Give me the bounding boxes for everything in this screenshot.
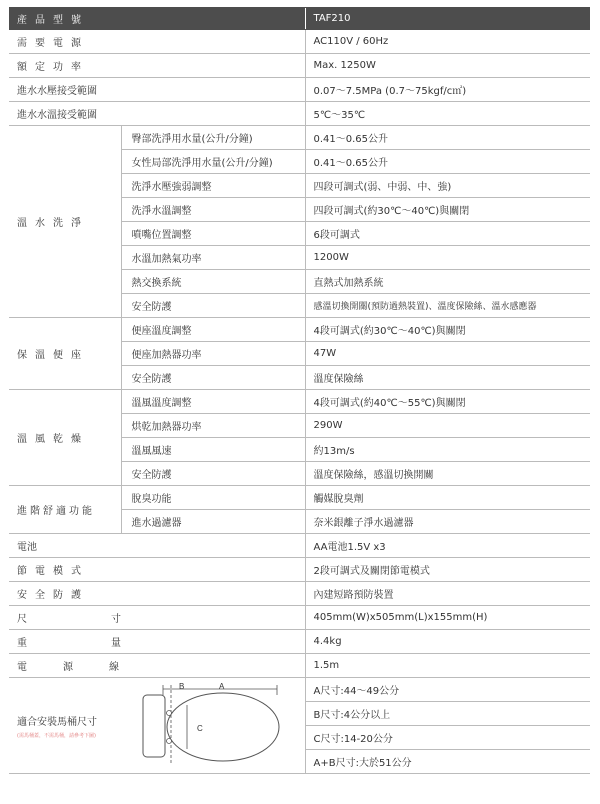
bolt-hole-bottom xyxy=(167,738,172,743)
spec-value: 4.4kg xyxy=(305,630,590,654)
spec-row xyxy=(9,486,590,510)
spec-value: 約13m/s xyxy=(305,438,590,462)
fit-value: A+B尺寸:大於51公分 xyxy=(305,750,590,774)
spec-value: 0.41～0.65公升 xyxy=(305,150,590,174)
spec-value: 0.41～0.65公升 xyxy=(305,126,590,150)
spec-value: 5℃～35℃ xyxy=(305,102,590,126)
fit-note: (需馬桶蓋，不需馬桶，請參考下圖) xyxy=(17,732,96,739)
spec-value: 內建短路預防裝置 xyxy=(305,582,590,606)
spec-value: 直熱式加熱系統 xyxy=(305,270,590,294)
spec-value: 四段可調式(約30℃～40℃)與關閉 xyxy=(305,198,590,222)
spec-label: 進水過濾器 xyxy=(121,510,305,534)
fit-label: 適合安裝馬桶尺寸 xyxy=(17,716,97,728)
spec-value: 觸媒脫臭劑 xyxy=(305,486,590,510)
seat-ellipse xyxy=(167,693,279,761)
spec-value: 奈米銀離子淨水過濾器 xyxy=(305,510,590,534)
spaced-label xyxy=(17,538,113,553)
spec-value: 6段可調式 xyxy=(305,222,590,246)
spec-label: 進水水壓接受範圍 xyxy=(9,78,305,102)
spec-label: 臀部洗淨用水量(公升/分鐘) xyxy=(121,126,305,150)
spec-label xyxy=(9,534,305,558)
spec-label: 洗淨水溫調整 xyxy=(121,198,305,222)
diagram-label-a: A xyxy=(219,682,225,691)
spec-row xyxy=(9,102,590,126)
spec-row xyxy=(9,630,590,654)
spec-row xyxy=(9,390,590,414)
spec-value: 405mm(W)x505mm(L)x155mm(H) xyxy=(305,606,590,630)
spec-row xyxy=(9,318,590,342)
spec-row xyxy=(9,534,590,558)
fit-label-block xyxy=(17,713,97,739)
spec-value: 溫度保險絲，感溫切換開關 xyxy=(305,462,590,486)
spec-label: 節電模式 xyxy=(9,558,305,582)
spec-row xyxy=(9,30,590,54)
spec-row xyxy=(9,606,590,630)
spec-value: 溫度保險絲 xyxy=(305,366,590,390)
spec-label: 便座加熱器功率 xyxy=(121,342,305,366)
spec-label: 噴嘴位置調整 xyxy=(121,222,305,246)
fit-value: C尺寸:14-20公分 xyxy=(305,726,590,750)
spec-row xyxy=(9,654,590,678)
spec-value: 感溫切換開關(預防過熱裝置)、溫度保險絲、溫水感應器 xyxy=(305,294,590,318)
spec-value: 2段可調式及關閉節電模式 xyxy=(305,558,590,582)
spec-label: 溫風風速 xyxy=(121,438,305,462)
spec-label: 安全防護 xyxy=(121,294,305,318)
fit-row xyxy=(9,678,590,702)
spec-table xyxy=(9,7,590,774)
spec-value: 47W xyxy=(305,342,590,366)
spec-label: 脫臭功能 xyxy=(121,486,305,510)
spec-label: 進水水溫接受範圍 xyxy=(9,102,305,126)
spec-label-text: 電池 xyxy=(17,542,37,553)
spec-label: 便座溫度調整 xyxy=(121,318,305,342)
spec-label: 需要電源 xyxy=(9,30,305,54)
group-category: 溫水洗淨 xyxy=(9,126,121,318)
group-category: 溫風乾燥 xyxy=(9,390,121,486)
fit-diagram-area xyxy=(9,681,305,771)
spec-value: 4段可調式(約30℃～40℃)與關閉 xyxy=(305,318,590,342)
fit-cell xyxy=(9,678,305,774)
fit-value: A尺寸:44～49公分 xyxy=(305,678,590,702)
spec-value: AA電池1.5V x3 xyxy=(305,534,590,558)
spec-row xyxy=(9,126,590,150)
spec-label: 重量 xyxy=(9,630,305,654)
spec-value: Max. 1250W xyxy=(305,54,590,78)
spec-label: 烘乾加熱器功率 xyxy=(121,414,305,438)
spec-label: 尺寸 xyxy=(9,606,305,630)
spec-label: 水溫加熱氣功率 xyxy=(121,246,305,270)
bolt-hole-top xyxy=(167,710,172,715)
spec-label: 熱交換系統 xyxy=(121,270,305,294)
header-row xyxy=(9,8,590,30)
spec-label: 洗淨水壓強弱調整 xyxy=(121,174,305,198)
group-category: 保溫便座 xyxy=(9,318,121,390)
spec-value: AC110V / 60Hz xyxy=(305,30,590,54)
seat-base-shape xyxy=(143,695,165,757)
spec-label: 溫風溫度調整 xyxy=(121,390,305,414)
diagram-label-c: C xyxy=(197,723,203,733)
spec-value: 1.5m xyxy=(305,654,590,678)
header-label: 產品型號 xyxy=(9,8,305,30)
spec-value: 四段可調式(弱、中弱、中、強) xyxy=(305,174,590,198)
spec-value: 290W xyxy=(305,414,590,438)
group-category: 進階舒適功能 xyxy=(9,486,121,534)
spec-label: 安全防護 xyxy=(121,462,305,486)
spec-label: 女性局部洗淨用水量(公升/分鐘) xyxy=(121,150,305,174)
diagram-label-b: B xyxy=(179,682,185,691)
spec-label: 安全防護 xyxy=(9,582,305,606)
spec-row xyxy=(9,558,590,582)
header-model: TAF210 xyxy=(305,8,590,30)
spec-label: 額定功率 xyxy=(9,54,305,78)
spec-value: 4段可調式(約40℃～55℃)與關閉 xyxy=(305,390,590,414)
toilet-seat-diagram xyxy=(135,683,285,771)
spec-value: 1200W xyxy=(305,246,590,270)
spec-label: 電源線 xyxy=(9,654,305,678)
spec-row xyxy=(9,78,590,102)
spec-value: 0.07～7.5MPa (0.7～75kgf/c㎡) xyxy=(305,78,590,102)
spec-row xyxy=(9,582,590,606)
spec-label: 安全防護 xyxy=(121,366,305,390)
spec-row xyxy=(9,54,590,78)
fit-value: B尺寸:4公分以上 xyxy=(305,702,590,726)
